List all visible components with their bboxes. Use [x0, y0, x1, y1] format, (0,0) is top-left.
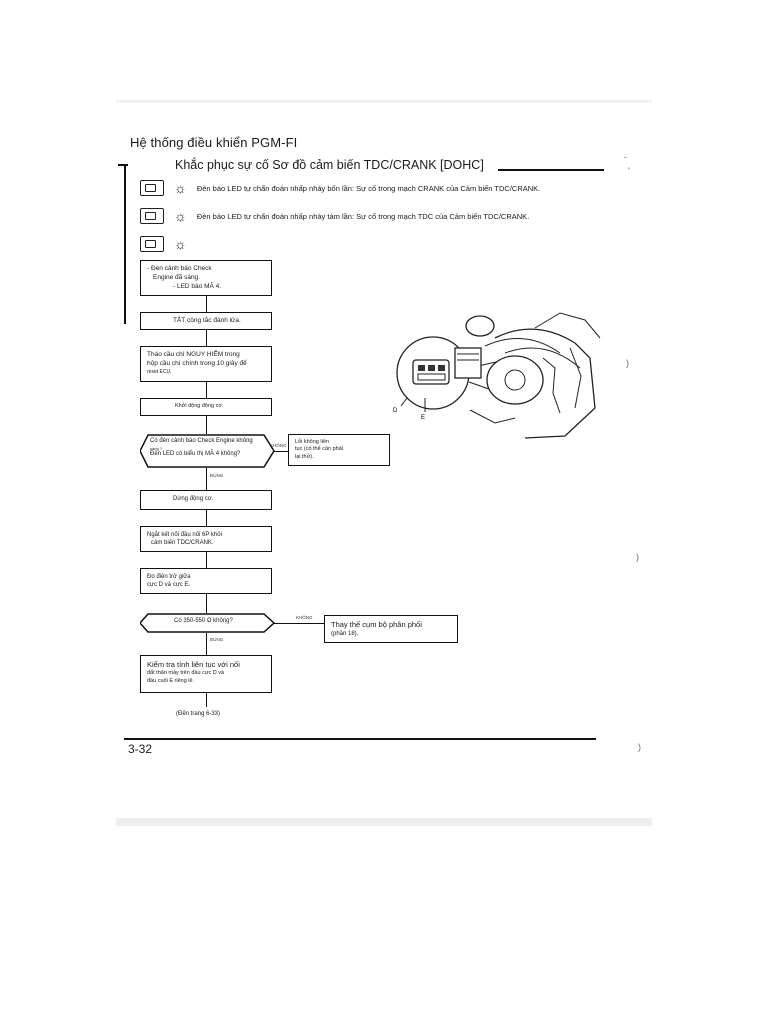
- flow-step-box: [140, 568, 272, 594]
- flow-text: Thay thế cụm bộ phân phối: [331, 620, 422, 629]
- subtitle-rule: [498, 169, 604, 171]
- continue-page-note: (Đến trang 6-33): [176, 711, 221, 717]
- flow-text: tục (có thể cần phải: [295, 446, 344, 453]
- flow-text: - Đèn cảnh báo Check: [147, 265, 212, 272]
- sensor-connector-diagram: [385, 298, 605, 443]
- decision-1-text: Có đèn cảnh báo Check Engine không sáng ? Đèn LED có biểu thị MÃ 4 không?: [150, 438, 253, 457]
- continuity-check-box: [140, 655, 272, 693]
- left-margin-rule: [124, 164, 126, 324]
- flow-text: cảm biến TDC/CRANK.: [151, 540, 214, 547]
- flow-text: Dừng động cơ.: [173, 496, 214, 502]
- flow-text: - LED báo MÃ 4.: [173, 282, 222, 290]
- flow-text: hộp cầu chì chính trong 10 giây để: [147, 359, 247, 367]
- flow-connector: [206, 330, 207, 346]
- led-indicator-row: [140, 180, 540, 196]
- scan-mark: ): [636, 552, 639, 562]
- engine-illustration: [385, 298, 605, 443]
- footer-rule: [124, 738, 596, 740]
- led-indicator-row: [140, 208, 529, 224]
- flow-text: Engine đã sáng.: [153, 273, 200, 281]
- flow-text: TẮT công tắc đánh lửa.: [173, 317, 241, 324]
- flow-text: Kiểm tra tính liên tục với nối: [147, 660, 240, 669]
- flow-step-box: [140, 526, 272, 552]
- flow-connector: [206, 594, 207, 613]
- decision-2-no-label: KHÔNG: [296, 615, 313, 620]
- flow-text: Lỗi không liên: [295, 439, 329, 445]
- ecu-led-icon: [140, 180, 164, 196]
- flow-text: reset ECU.: [147, 368, 172, 375]
- replace-distributor-box: [324, 615, 458, 643]
- section-title: Hệ thống điều khiển PGM-FI: [130, 135, 298, 150]
- flow-connector: [206, 633, 207, 655]
- terminal-e-label: E: [421, 415, 426, 421]
- blinking-led-icon: ☼: [174, 208, 187, 224]
- flow-text: Đo điện trở giữa: [147, 574, 191, 580]
- flow-text: đầu cuối E riêng lẻ.: [147, 677, 195, 684]
- page-top-edge: [116, 100, 652, 103]
- decision-1-no-label: KHÔNG: [270, 443, 287, 448]
- flow-connector: [206, 382, 207, 398]
- flow-step-box: [140, 398, 272, 416]
- ecu-led-icon: [140, 208, 164, 224]
- flow-step-box: [140, 346, 272, 382]
- page-number: 3-32: [128, 742, 153, 756]
- flow-text: đất thân máy trên đầu cực D và: [147, 670, 225, 677]
- intermittent-fault-box: [288, 434, 390, 466]
- scan-mark: ): [638, 742, 641, 752]
- flow-text: lại thử).: [295, 453, 314, 460]
- decision-1-yes-label: ĐÚNG: [210, 473, 224, 478]
- scan-mark: ': [628, 166, 630, 176]
- led-description: Đèn báo LED tự chẩn đoán nhấp nháy tám lần: Sự cố trong mạch TDC của Cảm biến TDC/CRANK.: [196, 211, 530, 221]
- decision-2: [140, 613, 270, 633]
- flow-text: (phần 18).: [331, 631, 359, 638]
- led-indicator-row: [140, 236, 197, 252]
- blinking-led-icon: ☼: [174, 236, 187, 252]
- decision-2-yes-label: ĐÚNG: [210, 637, 224, 642]
- flow-connector: [206, 296, 207, 312]
- flow-step-box: [140, 312, 272, 330]
- left-margin-tick: [118, 164, 128, 166]
- led-description: Đèn báo LED tự chẩn đoán nhấp nháy bốn lần: Sự cố trong mạch CRANK của Cảm biến TDC/CRANK.: [196, 183, 541, 193]
- flow-connector: [206, 510, 207, 526]
- terminal-d-label: D: [393, 408, 398, 414]
- flow-text: Khởi động động cơ.: [175, 403, 224, 409]
- ecu-led-icon: [140, 236, 164, 252]
- page-subtitle: Khắc phục sự cố Sơ đồ cảm biến TDC/CRANK [DOHC]: [175, 158, 484, 172]
- flow-text: Tháo cầu chì NGUY HIỂM trong: [147, 351, 240, 358]
- scan-mark: ): [626, 358, 629, 368]
- flow-connector: [206, 416, 207, 434]
- flow-connector: [274, 451, 288, 452]
- flow-text: Ngắt kết nối đầu nối 6P khỏi: [147, 532, 222, 538]
- decision-1: [140, 434, 270, 468]
- flow-connector: [206, 693, 207, 707]
- decision-2-text: Có 350-550 Ω không?: [174, 618, 233, 624]
- scan-mark: -: [624, 152, 627, 162]
- flow-connector: [206, 468, 207, 490]
- flow-start-box: [140, 260, 272, 296]
- flow-connector: [274, 623, 324, 624]
- flow-text: cực D và cực E.: [147, 582, 191, 589]
- flow-step-box: [140, 490, 272, 510]
- flow-connector: [206, 552, 207, 568]
- blinking-led-icon: ☼: [174, 180, 187, 196]
- page-bottom-edge: [116, 818, 652, 826]
